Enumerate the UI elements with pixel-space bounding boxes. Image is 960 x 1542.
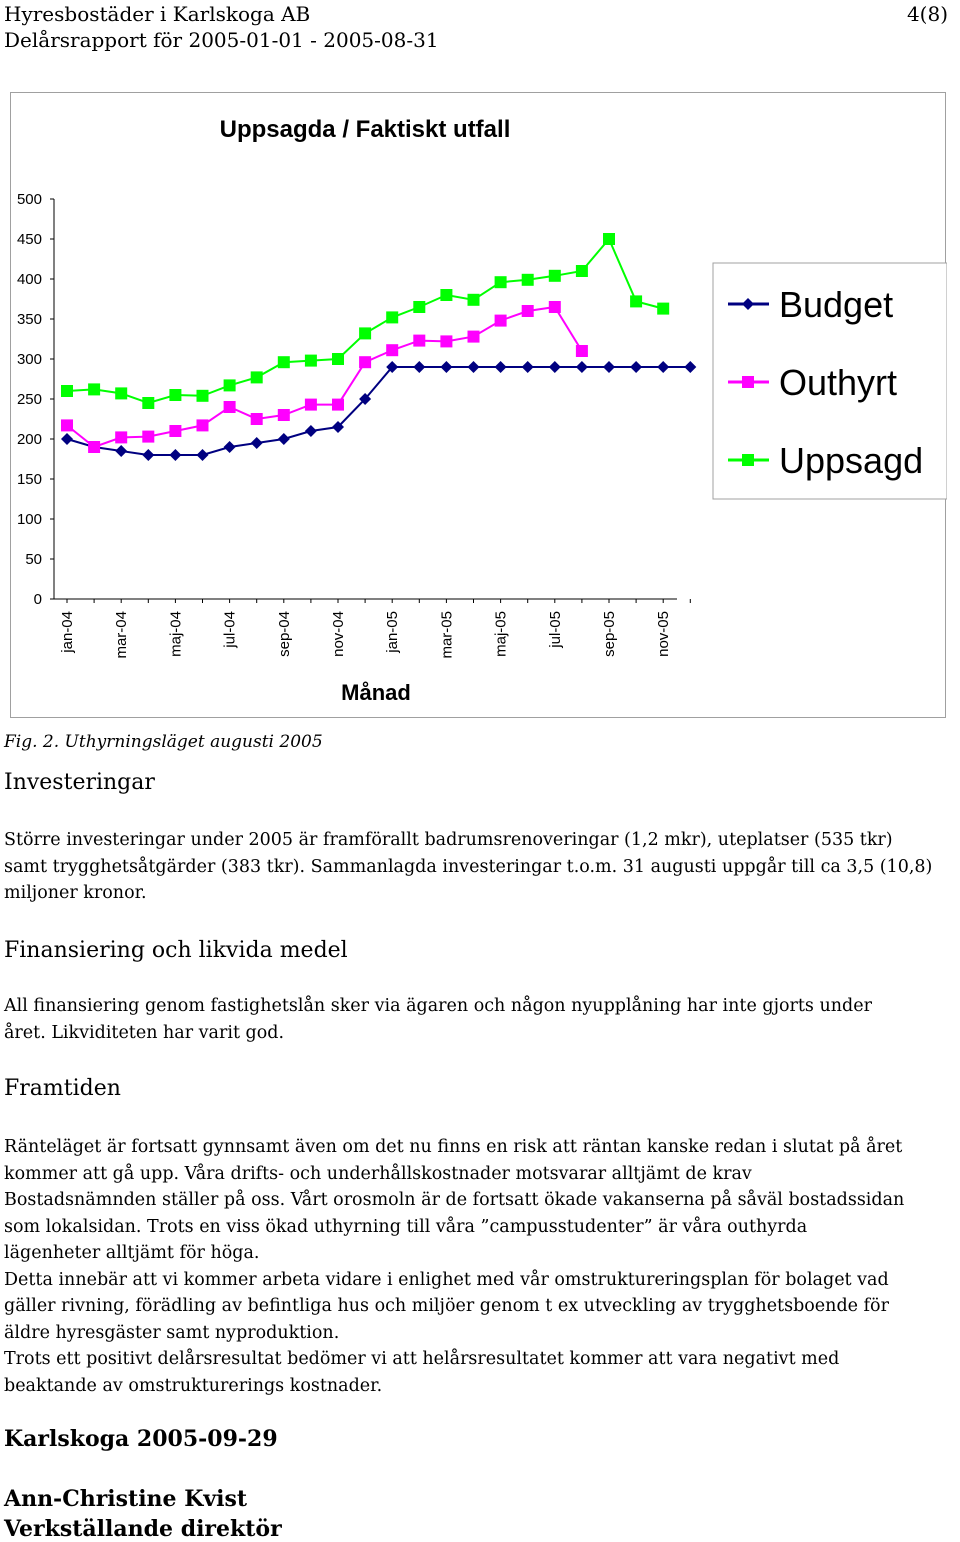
outhyrt-point [115, 431, 127, 443]
heading-investeringar: Investeringar [4, 770, 155, 795]
uppsagd-point [61, 385, 73, 397]
budget-point [440, 361, 452, 373]
budget-point [305, 425, 317, 437]
uppsagd-point [332, 353, 344, 365]
y-tick-label: 50 [25, 551, 42, 568]
line-chart [11, 93, 947, 719]
budget-point [576, 361, 588, 373]
outhyrt-point [305, 399, 317, 411]
report-period: Delårsrapport för 2005-01-01 - 2005-08-31 [4, 28, 439, 52]
text-line: lägenheter alltjämt för höga. [4, 1243, 260, 1263]
uppsagd-point [522, 274, 534, 286]
text-line: äldre hyresgäster samt nyproduktion. [4, 1322, 340, 1343]
y-tick-label: 400 [16, 271, 42, 288]
outhyrt-point [88, 441, 100, 453]
uppsagd-point [413, 301, 425, 313]
budget-point [115, 445, 127, 457]
budget-point [413, 361, 425, 373]
budget-point [522, 361, 534, 373]
uppsagd-point [440, 289, 452, 301]
legend-marker [742, 376, 754, 388]
uppsagd-point [359, 327, 371, 339]
text-line: året. Likviditeten har varit god. [4, 1022, 285, 1043]
chart-frame [10, 92, 946, 718]
outhyrt-point [169, 425, 181, 437]
x-tick-label: mar-05 [438, 611, 456, 659]
x-axis-label: Månad [341, 680, 411, 705]
budget-point [251, 437, 263, 449]
text-line: miljoner kronor. [4, 883, 147, 903]
signature-title: Verkställande direktör [4, 1516, 282, 1542]
text-line: gäller rivning, förädling av befintliga hus och miljöer genom t ex utveckling av trygghetsboende för [4, 1296, 889, 1316]
uppsagd-point [169, 389, 181, 401]
budget-point [603, 361, 615, 373]
x-tick-label: mar-04 [113, 611, 131, 659]
page-number: 4(8) [906, 2, 948, 26]
x-tick-label: sep-04 [275, 611, 293, 657]
x-tick-label: nov-04 [330, 611, 347, 657]
x-tick-label: jul-05 [546, 611, 564, 648]
outhyrt-point [278, 409, 290, 421]
text-line: Ränteläget är fortsatt gynnsamt även om det nu finns en risk att räntan kanske redan i slutat på året [4, 1137, 903, 1157]
text-line: beaktande av omstrukturerings kostnader. [4, 1375, 383, 1396]
budget-series-line [67, 367, 690, 455]
budget-point [197, 449, 209, 461]
uppsagd-point [630, 295, 642, 307]
text-line: Större investeringar under 2005 är framförallt badrumsrenoveringar (1,2 mkr), uteplatser (535 tkr) [4, 830, 893, 850]
uppsagd-point [197, 390, 209, 402]
y-tick-label: 250 [16, 391, 42, 408]
y-tick-label: 500 [16, 191, 42, 208]
signature-place-date: Karlskoga 2005-09-29 [4, 1426, 278, 1452]
budget-point [630, 361, 642, 373]
x-tick-label: jan-05 [384, 611, 402, 653]
outhyrt-point [197, 419, 209, 431]
heading-finansiering: Finansiering och likvida medel [4, 938, 348, 963]
uppsagd-point [251, 371, 263, 383]
uppsagd-point [88, 383, 100, 395]
outhyrt-point [413, 335, 425, 347]
y-tick-label: 450 [16, 231, 42, 248]
x-tick-label: jan-04 [59, 611, 76, 653]
text-line: kommer att gå upp. Våra drifts- och underhållskostnader motsvarar alltjämt de krav [4, 1163, 752, 1184]
outhyrt-point [142, 431, 154, 443]
uppsagd-point [576, 265, 588, 277]
outhyrt-point [440, 335, 452, 347]
outhyrt-point [251, 413, 263, 425]
x-tick-label: maj-04 [167, 611, 185, 657]
uppsagd-point [603, 233, 615, 245]
heading-framtiden: Framtiden [4, 1076, 121, 1101]
budget-point [495, 361, 507, 373]
text-line: samt trygghetsåtgärder (383 tkr). Sammanlagda investeringar t.o.m. 31 augusti uppgår till ca 3,5 (10,8) [4, 856, 933, 877]
outhyrt-point [576, 345, 588, 357]
budget-point [684, 361, 696, 373]
y-tick-label: 200 [16, 431, 42, 448]
legend-label: Outhyrt [779, 362, 898, 403]
uppsagd-point [278, 356, 290, 368]
budget-point [169, 449, 181, 461]
y-tick-label: 350 [16, 311, 42, 328]
budget-point [549, 361, 561, 373]
budget-point [657, 361, 669, 373]
uppsagd-point [142, 397, 154, 409]
figure-caption: Fig. 2. Uthyrningsläget augusti 2005 [4, 732, 323, 752]
text-line: Bostadsnämnden ställer på oss. Vårt orosmoln är de fortsatt ökade vakanserna på såväl bostadssidan [4, 1190, 905, 1210]
uppsagd-point [305, 355, 317, 367]
text-line: Detta innebär att vi kommer arbeta vidare i enlighet med vår omstruktureringsplan för bolaget vad [4, 1269, 889, 1290]
y-tick-label: 0 [33, 591, 42, 608]
x-tick-label: nov-05 [655, 611, 673, 657]
chart-title: Uppsagda / Faktiskt utfall [219, 116, 511, 143]
outhyrt-point [495, 315, 507, 327]
text-line: Trots ett positivt delårsresultat bedömer vi att helårsresultatet kommer att vara negativt med [4, 1349, 840, 1369]
outhyrt-point [468, 331, 480, 343]
text-line: som lokalsidan. Trots en viss ökad uthyrning till våra ”campusstudenter” är våra outhyrda [4, 1216, 808, 1237]
uppsagd-point [657, 303, 669, 315]
signature-name: Ann-Christine Kvist [4, 1486, 248, 1512]
budget-point [278, 433, 290, 445]
outhyrt-point [332, 399, 344, 411]
outhyrt-point [549, 301, 561, 313]
y-tick-label: 100 [16, 511, 42, 528]
budget-point [142, 449, 154, 461]
legend-label: Uppsagd [779, 440, 924, 481]
y-tick-label: 150 [16, 471, 42, 488]
x-tick-label: maj-05 [492, 611, 510, 657]
x-tick-label: jul-04 [221, 611, 239, 648]
budget-point [61, 433, 73, 445]
company-name: Hyresbostäder i Karlskoga AB [4, 2, 311, 26]
uppsagd-point [386, 311, 398, 323]
uppsagd-series-line [67, 239, 663, 403]
outhyrt-point [522, 305, 534, 317]
x-tick-label: sep-05 [601, 611, 618, 657]
outhyrt-point [386, 344, 398, 356]
paragraph-finansiering [4, 993, 954, 1046]
outhyrt-point [224, 401, 236, 413]
y-tick-label: 300 [16, 351, 42, 368]
uppsagd-point [495, 276, 507, 288]
uppsagd-point [549, 270, 561, 282]
legend-marker [742, 454, 754, 466]
paragraph-investeringar [4, 827, 954, 907]
paragraph-framtiden [4, 1134, 954, 1399]
budget-point [468, 361, 480, 373]
outhyrt-point [359, 356, 371, 368]
uppsagd-point [115, 387, 127, 399]
legend-label: Budget [779, 284, 894, 325]
text-line: All finansiering genom fastighetslån sker via ägaren och någon nyupplåning har inte gjorts under [4, 996, 872, 1016]
outhyrt-series-line [67, 307, 582, 447]
uppsagd-point [224, 379, 236, 391]
outhyrt-point [61, 419, 73, 431]
uppsagd-point [468, 294, 480, 306]
budget-point [224, 441, 236, 453]
